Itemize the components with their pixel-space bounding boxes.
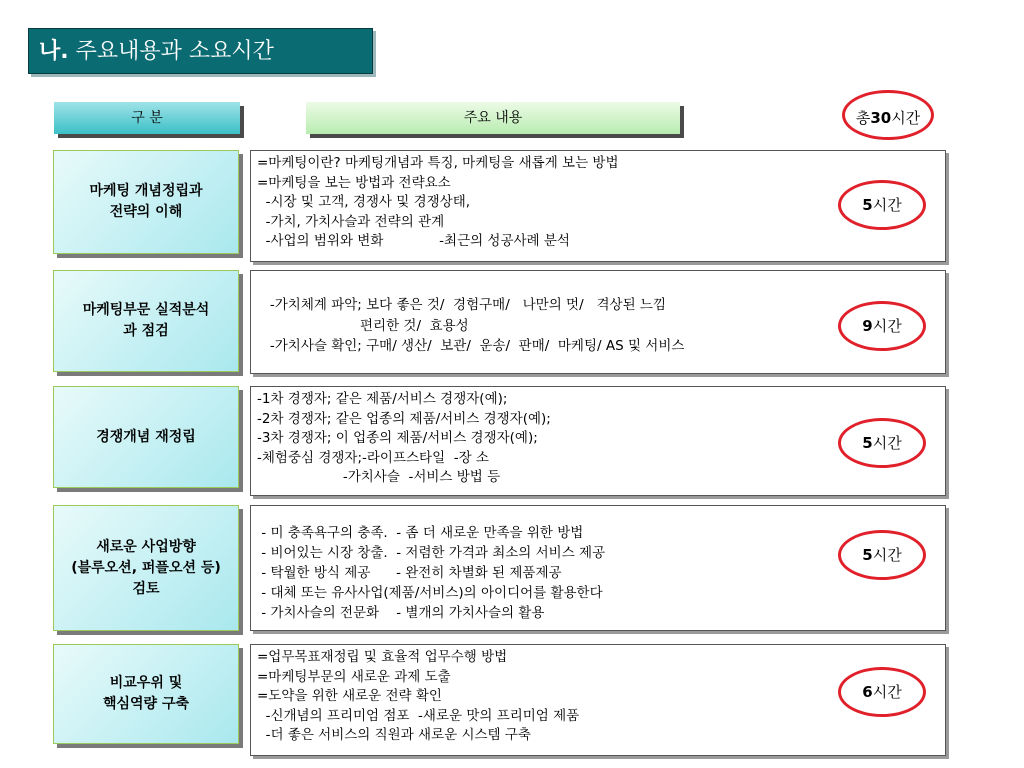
total-number: 30 (870, 109, 892, 127)
page-title (28, 28, 373, 74)
row-hours-unit-2: 시간 (872, 317, 902, 335)
row-content-5: =업무목표재정립 및 효율적 업무수행 방법 =마케팅부문의 새로운 과제 도출 =도약을 위한 새로운 전략 확인 -신개념의 프리미엄 점포 -새로운 맛의 프리미엄 제품 -더 좋은 서비스의 직원과 새로운 시스템 구축 (250, 644, 946, 756)
title-text: 주요내용과 소요시간 (68, 39, 274, 64)
header-category: 구 분 (54, 102, 240, 134)
row-hours-badge-2 (838, 301, 926, 351)
row-hours-number-3: 5 (862, 434, 873, 452)
row-category-4: 새로운 사업방향 (블루오션, 퍼플오션 등) 검토 (53, 505, 239, 631)
total-hours-badge (842, 90, 934, 140)
total-prefix: 총 (855, 109, 871, 127)
row-hours-badge-4 (838, 530, 926, 580)
row-hours-badge-5 (838, 667, 926, 717)
row-hours-unit-3: 시간 (872, 434, 902, 452)
row-content-2: -가치체계 파악; 보다 좋은 것/ 경험구매/ 나만의 멋/ 격상된 느낌 편리한 것/ 효용성 -가치사슬 확인; 구매/ 생산/ 보관/ 운송/ 판매/ 마케팅/ AS 및 서비스 (250, 270, 946, 374)
row-content-1: =마케팅이란? 마케팅개념과 특징, 마케팅을 새롭게 보는 방법 =마케팅을 보는 방법과 전략요소 -시장 및 고객, 경쟁사 및 경쟁상태, -가치, 가치사슬과 전략의 관계 -사업의 범위와 변화 -최근의 성공사례 분석 (250, 150, 946, 262)
title-prefix: 나. (39, 39, 69, 64)
row-category-2: 마케팅부문 실적분석 과 점검 (53, 270, 239, 372)
row-hours-badge-3 (838, 418, 926, 468)
header-content: 주요 내용 (306, 102, 680, 134)
row-category-1: 마케팅 개념정립과 전략의 이해 (53, 150, 239, 254)
row-content-3: -1차 경쟁자; 같은 제품/서비스 경쟁자(예); -2차 경쟁자; 같은 업종의 제품/서비스 경쟁자(예); -3차 경쟁자; 이 업종의 제품/서비스 경쟁자(예); -체험중심 경쟁자;-라이프스타일 -장 소 -가치사슬 -서비스 방법 등 (250, 386, 946, 496)
row-hours-unit-4: 시간 (872, 546, 902, 564)
row-category-3: 경쟁개념 재정립 (53, 386, 239, 488)
row-hours-unit-1: 시간 (872, 196, 902, 214)
row-hours-unit-5: 시간 (872, 683, 902, 701)
row-category-5: 비교우위 및 핵심역량 구축 (53, 644, 239, 744)
row-hours-number-4: 5 (862, 546, 873, 564)
row-content-4: - 미 충족욕구의 충족. - 좀 더 새로운 만족을 위한 방법 - 비어있는 시장 창출. - 저렴한 가격과 최소의 서비스 제공 - 탁월한 방식 제공 - 완전히 차별화 된 제품제공 - 대체 또는 유사사업(제품/서비스)의 아이디어를 활용한다 - 가치사슬의 전문화 - 별개의 가치사슬의 활용 (250, 505, 946, 631)
row-hours-badge-1 (838, 180, 926, 230)
row-hours-number-5: 6 (862, 683, 873, 701)
row-hours-number-1: 5 (862, 196, 873, 214)
row-hours-number-2: 9 (862, 317, 873, 335)
total-suffix: 시간 (891, 109, 921, 127)
